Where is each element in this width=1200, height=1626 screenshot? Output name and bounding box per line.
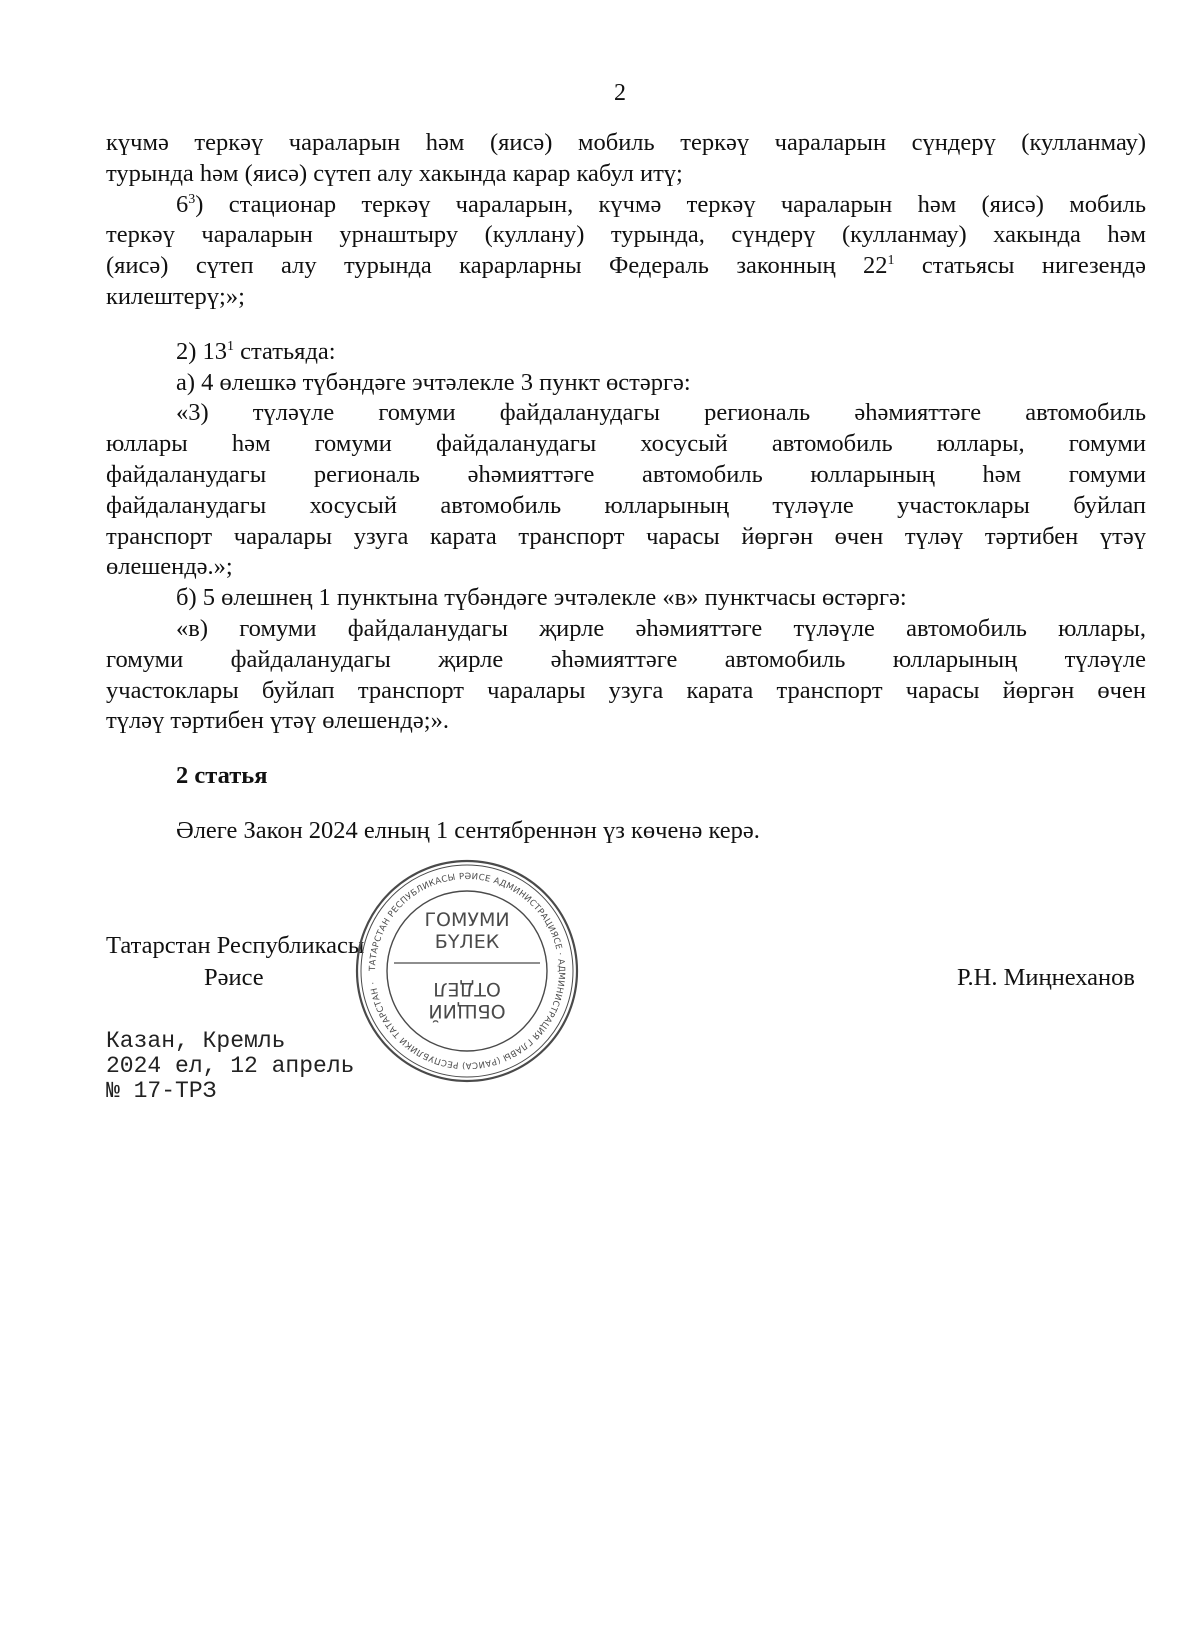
text-run: ) стационар теркәү чараларын, күчмә теркәү чараларын һәм (яисә) мобиль: [195, 190, 1146, 218]
signer-title-line1: Татарстан Республикасы: [106, 932, 365, 959]
paragraph-line: Әлеге Закон 2024 елның 1 сентябреннән үз көченә керә.: [176, 816, 760, 844]
item-number: 6: [176, 190, 189, 218]
paragraph-line: килештерү;»;: [106, 282, 245, 310]
paragraph-line: а) 4 өлешкә түбәндәге эчтәлекле 3 пункт өстәргә:: [176, 368, 691, 396]
paragraph-line: өлешендә.»;: [106, 553, 233, 581]
text-run: (яисә) сүтеп алу турында карарларны Федераль законның 22: [106, 252, 888, 280]
date-line: 2024 ел, 12 апрель: [106, 1053, 355, 1079]
seal-ring-text: ТАТАРСТАН РЕСПУБЛИКАСЫ РӘИСЕ АДМИНИСТРАЦИЯСЕ · АДМИНИСТРАЦИЯ ГЛАВЫ (РАИСА) РЕСПУБЛИКИ ТАТАРСТАН ·: [367, 871, 567, 1071]
place-date-number: [106, 1029, 354, 1104]
paragraph-line: б) 5 өлешнең 1 пунктына түбәндәге эчтәлекле «в» пунктчасы өстәргә:: [176, 584, 907, 612]
superscript: 1: [227, 338, 235, 354]
page-number: 2: [614, 80, 626, 106]
text-run: статьясы нигезендә: [894, 252, 1146, 280]
article-heading: 2 статья: [176, 762, 268, 790]
seal-top-line2: БҮЛЕК: [434, 931, 500, 953]
paragraph-line: «3) түләүле гомуми файдаланудагы региональ әһәмияттәге автомобиль: [176, 399, 1146, 427]
text-run: статьяда:: [234, 337, 336, 365]
paragraph-line: «в) гомуми файдаланудагы җирле әһәмияттәге түләүле автомобиль юллары,: [176, 614, 1146, 642]
seal-bottom-line1: ОБЩИЙ: [428, 1000, 506, 1022]
law-number-line: № 17-ТРЗ: [106, 1078, 217, 1104]
signer-title-line2: Рәисе: [204, 964, 264, 991]
paragraph-line: гомуми файдаланудагы җирле әһәмияттәге автомобиль юлларының түләүле: [106, 645, 1146, 673]
paragraph-line: [106, 251, 1146, 282]
paragraph-line: файдаланудагы хосусый автомобиль юлларының түләүле участоклары буйлап: [106, 491, 1146, 519]
seal-top-line1: ГОМУМИ: [424, 909, 510, 931]
paragraph-line: транспорт чаралары узуга карата транспорт чарасы йөргән өчен түләү тәртибен үтәү: [106, 522, 1146, 550]
signer-title: [106, 930, 364, 994]
text-run: 2) 13: [176, 337, 228, 365]
paragraph-line: теркәү чараларын урнаштыру (куллану) турында, сүндерү (кулланмау) хакында һәм: [106, 221, 1146, 249]
paragraph-line: юллары һәм гомуми файдаланудагы хосусый автомобиль юллары, гомуми: [106, 430, 1146, 458]
superscript: 1: [887, 253, 895, 269]
seal-bottom-line2: ОТДЕЛ: [433, 978, 501, 1000]
paragraph-line: күчмә теркәү чараларын һәм (яисә) мобиль теркәү чараларын сүндерү (кулланмау): [106, 129, 1146, 156]
paragraph-line: участоклары буйлап транспорт чаралары узуга карата транспорт чарасы йөргән өчен: [106, 676, 1146, 704]
paragraph-line: [106, 190, 1146, 221]
paragraph-line: турында һәм (яисә) сүтеп алу хакында карар кабул итү;: [106, 159, 683, 187]
paragraph-line: [106, 337, 1146, 368]
paragraph-line: түләү тәртибен үтәү өлешендә;».: [106, 707, 449, 735]
signer-name: Р.Н. Миңнеханов: [956, 964, 1135, 991]
svg-text:ТАТАРСТАН РЕСПУБЛИКАСЫ РӘИСЕ А: [368, 872, 566, 1070]
document-body: [106, 128, 1146, 847]
superscript: 3: [188, 191, 196, 207]
paragraph-line: файдаланудагы региональ әһәмияттәге автомобиль юлларының һәм гомуми: [106, 460, 1146, 488]
official-seal-stamp: [354, 858, 580, 1084]
place-line: Казан, Кремль: [106, 1028, 286, 1054]
